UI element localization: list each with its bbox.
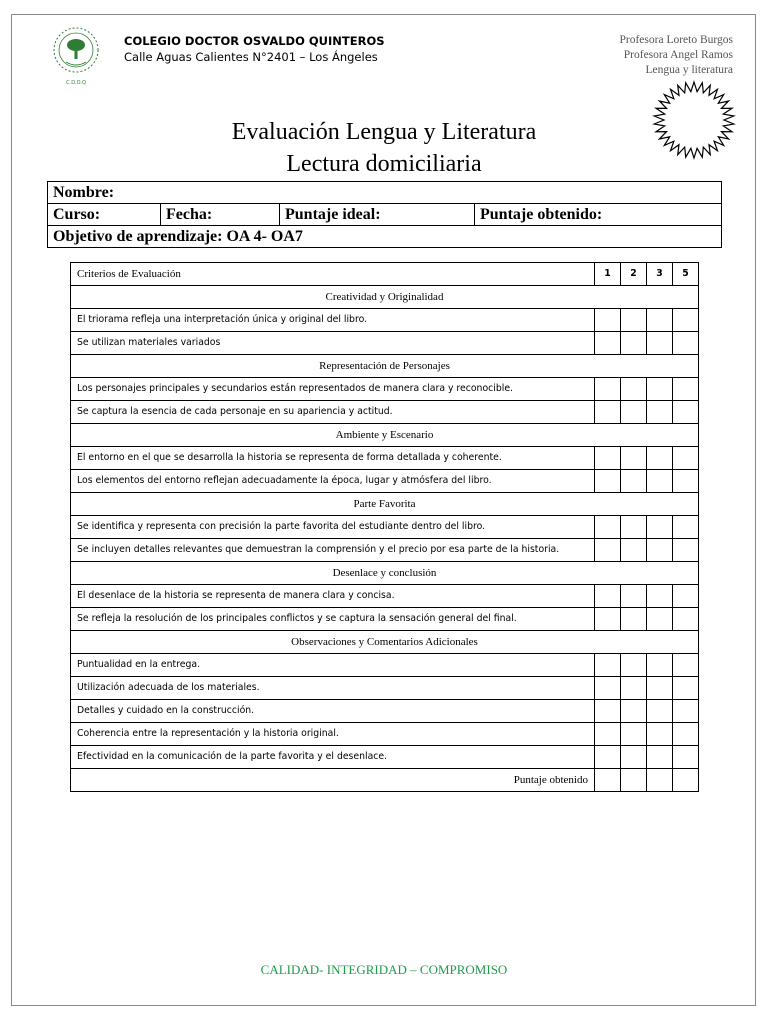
score-cell[interactable]: [673, 516, 699, 539]
section-title: Observaciones y Comentarios Adicionales: [71, 631, 699, 654]
subject-name: Lengua y literatura: [645, 64, 733, 76]
rubric-section-row: [71, 562, 699, 585]
school-address: Calle Aguas Calientes N°2401 – Los Ángeles: [124, 50, 378, 64]
student-info-table: [47, 181, 722, 248]
section-title: Representación de Personajes: [71, 355, 699, 378]
criterion-text: Detalles y cuidado en la construcción.: [71, 700, 595, 723]
criterion-text: Efectividad en la comunicación de la parte favorita y el desenlace.: [71, 746, 595, 769]
score-cell[interactable]: [647, 378, 673, 401]
rubric-section-row: [71, 355, 699, 378]
date-field[interactable]: Fecha:: [161, 204, 280, 226]
ideal-score-field[interactable]: Puntaje ideal:: [280, 204, 475, 226]
score-cell[interactable]: [647, 516, 673, 539]
rubric-section-row: [71, 493, 699, 516]
score-cell[interactable]: [673, 332, 699, 355]
section-title: Ambiente y Escenario: [71, 424, 699, 447]
score-cell[interactable]: [647, 309, 673, 332]
total-row: [71, 769, 699, 792]
score-cell[interactable]: [647, 470, 673, 493]
score-cell[interactable]: [647, 608, 673, 631]
page-subtitle: Lectura domiciliaria: [286, 151, 482, 177]
rubric-section-row: [71, 424, 699, 447]
school-logo-icon: [48, 24, 104, 90]
criterion-row: [71, 608, 699, 631]
criterion-row: [71, 654, 699, 677]
score-cell[interactable]: [595, 516, 621, 539]
score-cell[interactable]: [595, 677, 621, 700]
total-score-cell[interactable]: [673, 769, 699, 792]
score-cell[interactable]: [621, 746, 647, 769]
score-cell[interactable]: [647, 447, 673, 470]
criterion-text: El entorno en el que se desarrolla la historia se representa de forma detallada y coherente.: [71, 447, 595, 470]
score-cell[interactable]: [595, 700, 621, 723]
score-cell[interactable]: [621, 309, 647, 332]
score-cell[interactable]: [673, 539, 699, 562]
score-cell[interactable]: [595, 401, 621, 424]
score-cell[interactable]: [673, 700, 699, 723]
score-cell[interactable]: [621, 516, 647, 539]
criterion-text: Se captura la esencia de cada personaje en su apariencia y actitud.: [71, 401, 595, 424]
footer-motto: CALIDAD- INTEGRIDAD – COMPROMISO: [260, 962, 508, 977]
criteria-header: Criterios de Evaluación: [71, 263, 595, 286]
score-cell[interactable]: [621, 539, 647, 562]
score-cell[interactable]: [673, 447, 699, 470]
criterion-text: Se incluyen detalles relevantes que demuestran la comprensión y el precio por esa parte de la historia.: [71, 539, 595, 562]
score-cell[interactable]: [621, 332, 647, 355]
score-cell[interactable]: [595, 309, 621, 332]
score-column-header: 3: [647, 263, 673, 286]
criterion-text: Puntualidad en la entrega.: [71, 654, 595, 677]
score-column-header: 1: [595, 263, 621, 286]
score-cell[interactable]: [673, 654, 699, 677]
score-column-header: 5: [673, 263, 699, 286]
score-cell[interactable]: [673, 677, 699, 700]
total-score-cell[interactable]: [595, 769, 621, 792]
score-cell[interactable]: [673, 585, 699, 608]
score-cell[interactable]: [621, 654, 647, 677]
svg-text:C.D.O.Q: C.D.O.Q: [66, 80, 86, 86]
criterion-text: Se utilizan materiales variados: [71, 332, 595, 355]
criterion-text: El desenlace de la historia se representa de manera clara y concisa.: [71, 585, 595, 608]
score-cell[interactable]: [595, 654, 621, 677]
criterion-row: [71, 470, 699, 493]
score-cell[interactable]: [595, 585, 621, 608]
criterion-row: [71, 332, 699, 355]
criterion-row: [71, 516, 699, 539]
criterion-text: El triorama refleja una interpretación única y original del libro.: [71, 309, 595, 332]
score-cell[interactable]: [673, 309, 699, 332]
score-cell[interactable]: [673, 470, 699, 493]
score-cell[interactable]: [595, 539, 621, 562]
score-cell[interactable]: [647, 539, 673, 562]
score-cell[interactable]: [621, 401, 647, 424]
score-cell[interactable]: [673, 746, 699, 769]
criterion-text: Se refleja la resolución de los principales conflictos y se captura la sensación general del final.: [71, 608, 595, 631]
score-cell[interactable]: [621, 608, 647, 631]
score-cell[interactable]: [647, 677, 673, 700]
score-cell[interactable]: [647, 654, 673, 677]
rubric-section-row: [71, 286, 699, 309]
score-cell[interactable]: [673, 723, 699, 746]
criterion-row: [71, 677, 699, 700]
criterion-text: Los elementos del entorno reflejan adecuadamente la época, lugar y atmósfera del libro.: [71, 470, 595, 493]
criterion-row: [71, 539, 699, 562]
score-cell[interactable]: [595, 746, 621, 769]
criterion-row: [71, 723, 699, 746]
score-cell[interactable]: [673, 608, 699, 631]
score-cell[interactable]: [647, 401, 673, 424]
score-column-header: 2: [621, 263, 647, 286]
score-cell[interactable]: [621, 677, 647, 700]
criterion-row: [71, 746, 699, 769]
score-cell[interactable]: [595, 723, 621, 746]
criterion-row: [71, 700, 699, 723]
criterion-text: Utilización adecuada de los materiales.: [71, 677, 595, 700]
course-field[interactable]: Curso:: [48, 204, 161, 226]
school-header: [124, 33, 385, 65]
section-title: Creatividad y Originalidad: [71, 286, 699, 309]
score-cell[interactable]: [647, 332, 673, 355]
score-cell[interactable]: [647, 746, 673, 769]
school-name: COLEGIO DOCTOR OSVALDO QUINTEROS: [124, 34, 385, 48]
teacher-2: Profesora Angel Ramos: [623, 49, 733, 61]
score-cell[interactable]: [673, 401, 699, 424]
section-title: Parte Favorita: [71, 493, 699, 516]
total-label: Puntaje obtenido: [71, 769, 595, 792]
teacher-1: Profesora Loreto Burgos: [619, 34, 733, 46]
criterion-text: Los personajes principales y secundarios están representados de manera clara y reconocible.: [71, 378, 595, 401]
rubric-section-row: [71, 631, 699, 654]
score-cell[interactable]: [595, 447, 621, 470]
name-field[interactable]: Nombre:: [48, 182, 722, 204]
score-cell[interactable]: [673, 378, 699, 401]
criterion-text: Coherencia entre la representación y la historia original.: [71, 723, 595, 746]
score-cell[interactable]: [621, 378, 647, 401]
rubric-header-row: [71, 263, 699, 286]
score-cell[interactable]: [621, 585, 647, 608]
rubric-table: [70, 262, 699, 792]
total-score-cell[interactable]: [647, 769, 673, 792]
criterion-text: Se identifica y representa con precisión la parte favorita del estudiante dentro del libro.: [71, 516, 595, 539]
score-cell[interactable]: [621, 700, 647, 723]
criterion-row: [71, 378, 699, 401]
page-title: Evaluación Lengua y Literatura: [231, 119, 537, 145]
total-score-cell[interactable]: [621, 769, 647, 792]
score-cell[interactable]: [595, 378, 621, 401]
score-cell[interactable]: [595, 332, 621, 355]
section-title: Desenlace y conclusión: [71, 562, 699, 585]
objective-field: Objetivo de aprendizaje: OA 4- OA7: [48, 226, 722, 248]
score-cell[interactable]: [647, 585, 673, 608]
criterion-row: [71, 401, 699, 424]
score-cell[interactable]: [595, 608, 621, 631]
teacher-block: [620, 33, 734, 78]
score-cell[interactable]: [647, 723, 673, 746]
score-cell[interactable]: [595, 470, 621, 493]
obtained-score-field[interactable]: Puntaje obtenido:: [475, 204, 722, 226]
criterion-row: [71, 447, 699, 470]
criterion-row: [71, 585, 699, 608]
score-cell[interactable]: [647, 700, 673, 723]
score-cell[interactable]: [621, 447, 647, 470]
criterion-row: [71, 309, 699, 332]
score-cell[interactable]: [621, 470, 647, 493]
score-cell[interactable]: [621, 723, 647, 746]
